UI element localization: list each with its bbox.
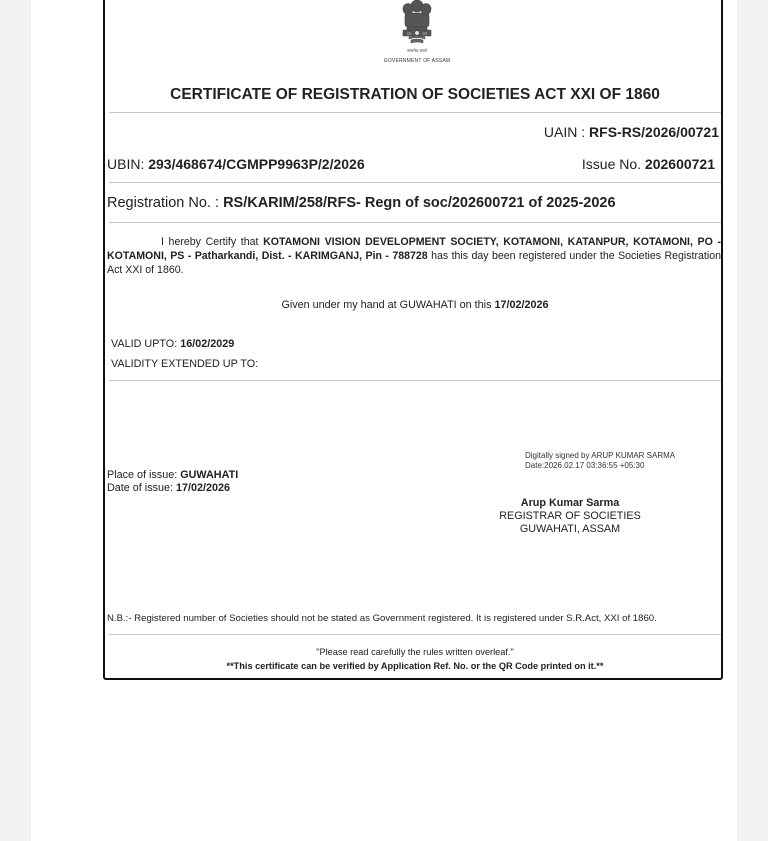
society-name: KOTAMONI VISION DEVELOPMENT SOCIETY, KOTAMONI, KATANPUR, KOTAMONI, PO - KOTAMONI, PS - Patharkandi, Dist. - KARIMGANJ, Pin - 788728 xyxy=(107,236,721,262)
digital-signature-by: Digitally signed by ARUP KUMAR SARMA xyxy=(525,451,676,460)
certification-text xyxy=(107,236,721,277)
digital-signature-date: Date:2026.02.17 03:36:55 +05:30 xyxy=(525,461,645,470)
signer-location: GUWAHATI, ASSAM xyxy=(519,523,621,535)
document-page xyxy=(31,0,737,841)
valid-label: VALID UPTO: xyxy=(111,338,181,350)
date-value: 17/02/2026 xyxy=(176,482,231,494)
ubin-label: UBIN: xyxy=(107,156,149,172)
digital-signature xyxy=(525,451,675,471)
divider xyxy=(109,380,721,381)
divider xyxy=(109,222,721,223)
svg-text:सत्यमेव जयते: सत्यमेव जयते xyxy=(407,48,427,53)
nb-note: N.B.:- Registered number of Societies should not be stated as Government registered. It is registered under S.R.Act, XXI of 1860. xyxy=(107,613,657,624)
given-text: Given under my hand at GUWAHATI on this xyxy=(281,299,495,311)
uain-label: UAIN : xyxy=(543,124,590,140)
validity-extended: VALIDITY EXTENDED UP TO: xyxy=(111,358,259,370)
ubin-value: 293/468674/CGMPP9963P/2/2026 xyxy=(148,156,365,172)
place-label: Place of issue: xyxy=(107,469,181,481)
divider xyxy=(109,182,721,183)
valid-upto xyxy=(111,338,234,350)
place-value: GUWAHATI xyxy=(180,469,239,481)
uain xyxy=(544,124,719,140)
date-of-issue xyxy=(107,482,230,494)
divider xyxy=(109,634,721,635)
issue-label: Issue No. xyxy=(581,156,645,172)
registration-number xyxy=(107,195,616,211)
certificate-title: CERTIFICATE OF REGISTRATION OF SOCIETIES ACT XXI OF 1860 xyxy=(170,86,660,103)
certificate xyxy=(103,0,723,680)
verification-note: **This certificate can be verified by Application Ref. No. or the QR Code printed on it.** xyxy=(226,661,604,671)
divider xyxy=(109,112,721,113)
place-of-issue xyxy=(107,469,238,481)
government-name: GOVERNMENT OF ASSAM xyxy=(383,58,451,64)
read-rules-note: "Please read carefully the rules written overleaf." xyxy=(316,647,514,657)
regn-value: RS/KARIM/258/RFS- Regn of soc/202600721 of 2025-2026 xyxy=(223,195,616,211)
signer-name: Arup Kumar Sarma xyxy=(520,497,620,509)
uain-value: RFS-RS/2026/00721 xyxy=(589,124,719,140)
issue-number xyxy=(582,156,715,172)
signatory xyxy=(485,497,655,536)
regn-label: Registration No. : xyxy=(107,195,224,211)
signer-designation: REGISTRAR OF SOCIETIES xyxy=(499,510,641,522)
given-date: 17/02/2026 xyxy=(494,299,549,311)
certify-intro: I hereby Certify that xyxy=(161,236,264,248)
date-label: Date of issue: xyxy=(107,482,177,494)
given-under-hand xyxy=(105,299,725,311)
certify-rest: has this day been registered under the Societies Registration Act XXI of 1860. xyxy=(107,249,721,276)
national-emblem-icon xyxy=(393,0,441,58)
ubin xyxy=(107,156,365,172)
valid-value: 16/02/2029 xyxy=(180,338,235,350)
issue-value: 202600721 xyxy=(644,156,715,172)
